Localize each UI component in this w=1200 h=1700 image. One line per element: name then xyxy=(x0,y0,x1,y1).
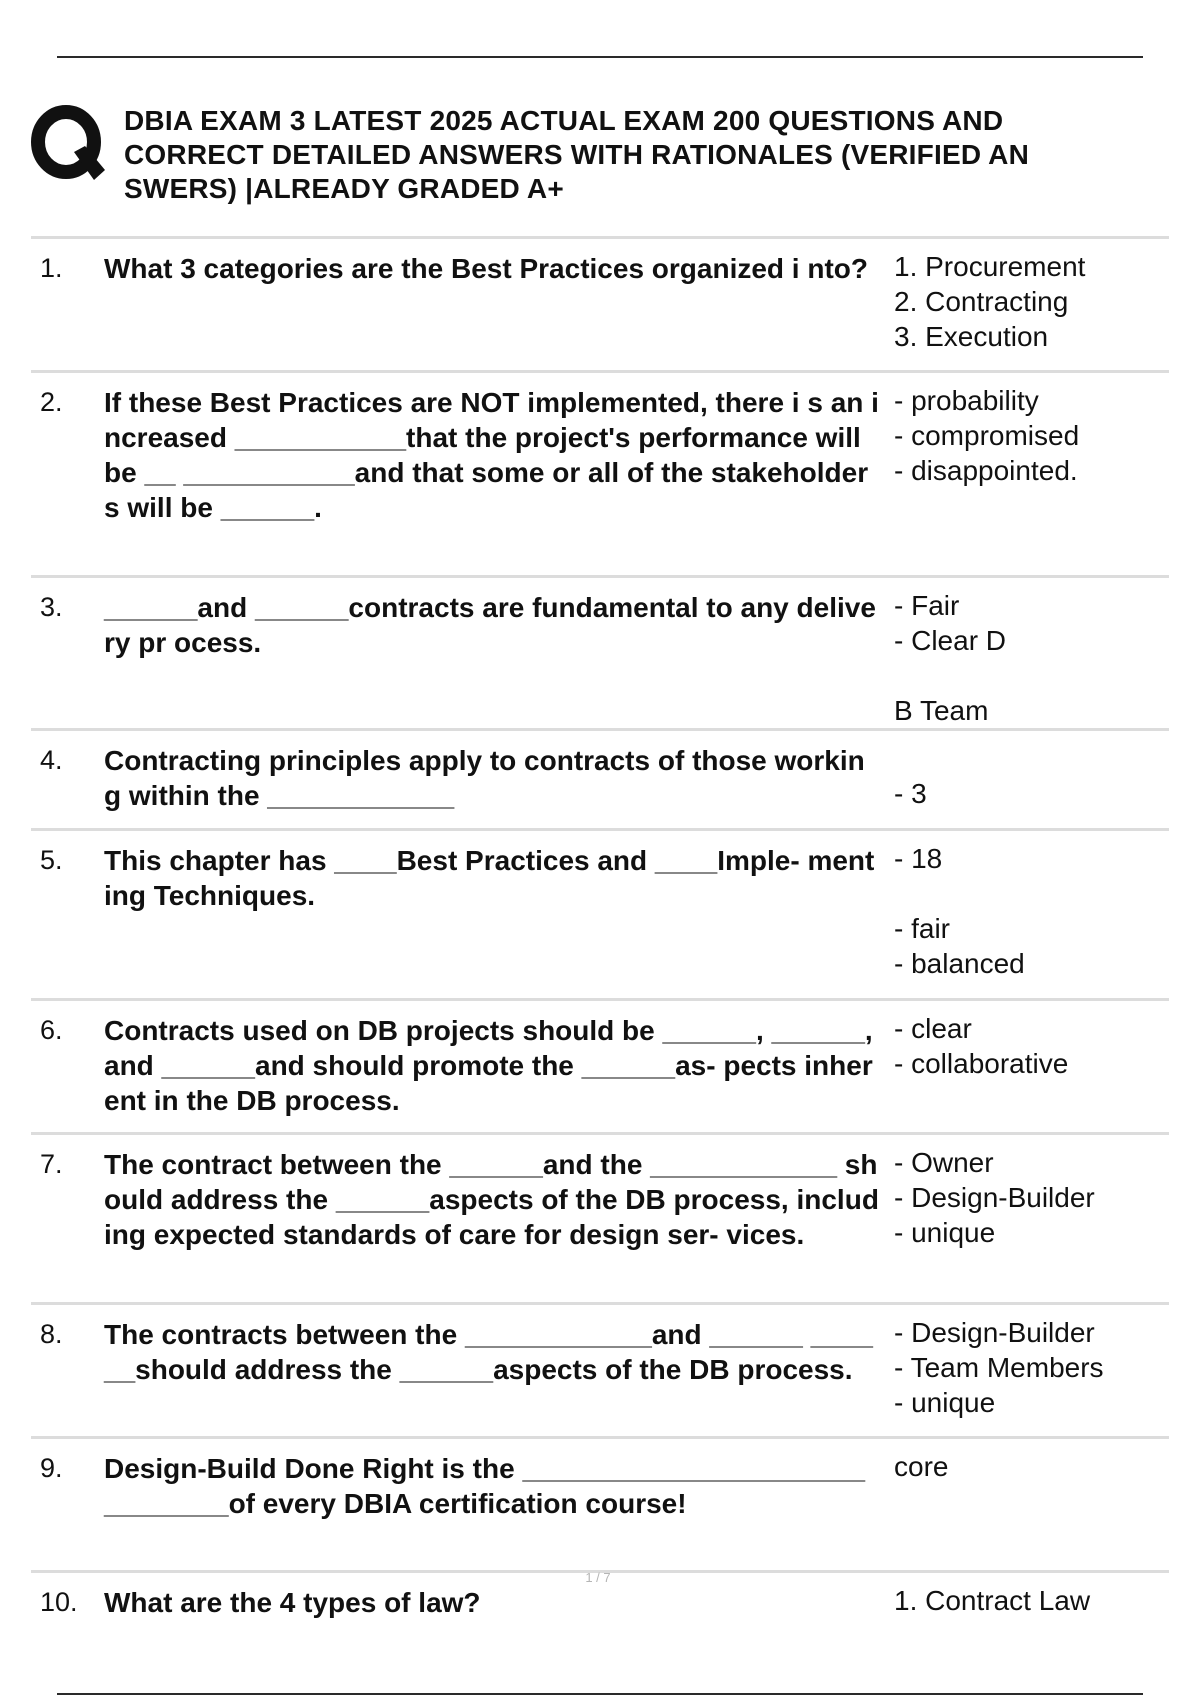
qa-item-1 xyxy=(31,238,1169,372)
question-text: The contracts between the ____________and ______ ______should address the ______aspects of the DB process. xyxy=(104,1319,873,1385)
answer-text: core xyxy=(894,1451,949,1482)
answer-text: - Owner - Design-Builder - unique xyxy=(894,1147,1095,1248)
question-number: 4. xyxy=(40,745,63,775)
answer-text: - 3 xyxy=(894,778,927,809)
answer-text: - probability - compromised - disappointed. xyxy=(894,385,1080,486)
qa-item-8 xyxy=(31,1304,1169,1438)
answer-text: - clear - collaborative xyxy=(894,1013,1069,1079)
qa-item-4 xyxy=(31,730,1169,830)
question-text: What 3 categories are the Best Practices organized i nto? xyxy=(104,253,868,284)
answer-text: - 18 - fair - balanced xyxy=(894,843,1025,979)
question-number: 7. xyxy=(40,1149,63,1179)
question-text: ______and ______contracts are fundamental to any delivery pr ocess. xyxy=(104,592,876,658)
question-number: 1. xyxy=(40,253,63,283)
question-number: 10. xyxy=(40,1587,78,1617)
question-text: What are the 4 types of law? xyxy=(104,1587,481,1618)
qa-item-5 xyxy=(31,830,1169,1000)
question-text: Contracting principles apply to contracts of those working within the ____________ xyxy=(104,745,865,811)
page-number: 1 / 7 xyxy=(585,1570,611,1585)
answer-text: 1. Contract Law xyxy=(894,1585,1091,1616)
question-text: This chapter has ____Best Practices and ____Imple- menting Techniques. xyxy=(104,845,875,911)
qa-table xyxy=(31,236,1169,1636)
question-number: 3. xyxy=(40,592,63,622)
question-text: The contract between the ______and the ____________ should address the ______aspects of the DB process, including expected standards of care for design ser- vices. xyxy=(104,1149,879,1250)
question-number: 8. xyxy=(40,1319,63,1349)
qa-item-3 xyxy=(31,577,1169,730)
answer-text: 1. Procurement 2. Contracting 3. Execution xyxy=(894,251,1086,352)
qa-item-2 xyxy=(31,372,1169,577)
question-text: If these Best Practices are NOT implemented, there i s an increased ___________that the project's performance will be __ ___________and that some or all of the stakeholders will be ______. xyxy=(104,387,879,523)
question-number: 2. xyxy=(40,387,63,417)
footer-rule xyxy=(57,1693,1143,1695)
answer-text: - Fair - Clear D B Team xyxy=(894,590,1007,726)
q-letter-icon xyxy=(30,104,105,186)
answer-text: - Design-Builder - Team Members - unique xyxy=(894,1317,1104,1418)
question-text: Contracts used on DB projects should be ______, ______, and ______and should promote the ______as- pects inherent in the DB process. xyxy=(104,1015,873,1116)
header-rule xyxy=(57,56,1143,58)
question-text: Design-Build Done Right is the ______________________________of every DBIA certification course! xyxy=(104,1453,866,1519)
question-number: 5. xyxy=(40,845,63,875)
question-number: 6. xyxy=(40,1015,63,1045)
document-title: DBIA EXAM 3 LATEST 2025 ACTUAL EXAM 200 QUESTIONS AND CORRECT DETAILED ANSWERS WITH RATIONALES (VERIFIED AN SWERS) |ALREADY GRADED A+ xyxy=(124,105,1030,204)
qa-item-7 xyxy=(31,1134,1169,1304)
qa-item-9 xyxy=(31,1438,1169,1572)
qa-item-6 xyxy=(31,1000,1169,1134)
question-number: 9. xyxy=(40,1453,63,1483)
